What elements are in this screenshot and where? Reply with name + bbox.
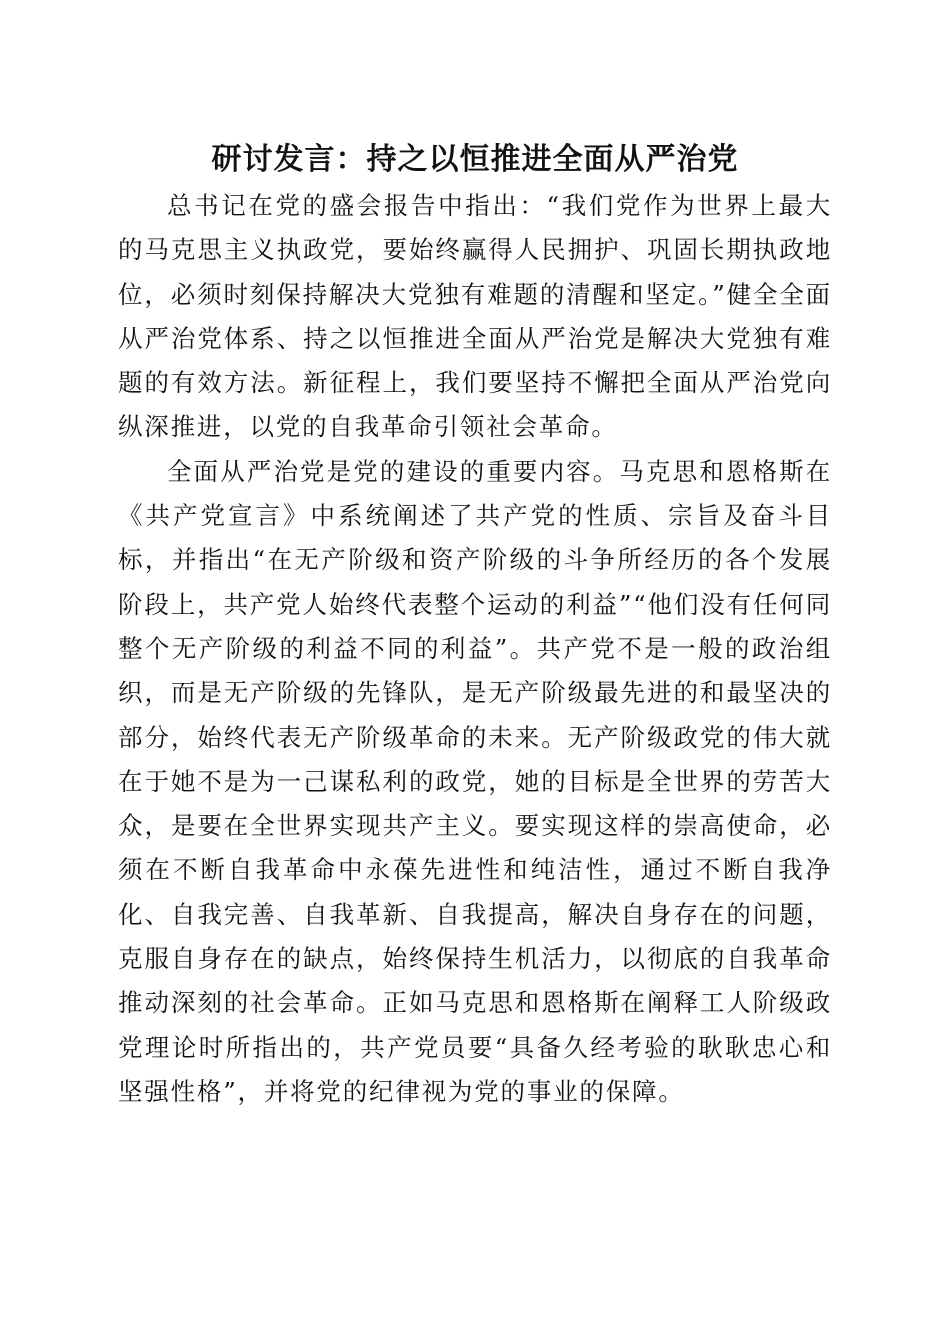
- document-page: [118, 138, 832, 1114]
- paragraph-2: 全面从严治党是党的建设的重要内容。马克思和恩格斯在《共产党宣言》中系统阐述了共产党的性质、宗旨及奋斗目标，并指出“在无产阶级和资产阶级的斗争所经历的各个发展阶段上，共产党人始终代表整个运动的利益”“他们没有任何同整个无产阶级的利益不同的利益”。共产党不是一般的政治组织，而是无产阶级的先锋队，是无产阶级最先进的和最坚决的部分，始终代表无产阶级革命的未来。无产阶级政党的伟大就在于她不是为一己谋私利的政党，她的目标是全世界的劳苦大众，是要在全世界实现共产主义。要实现这样的崇高使命，必须在不断自我革命中永葆先进性和纯洁性，通过不断自我净化、自我完善、自我革新、自我提高，解决自身存在的问题，克服自身存在的缺点，始终保持生机活力，以彻底的自我革命推动深刻的社会革命。正如马克思和恩格斯在阐释工人阶级政党理论时所指出的，共产党员要“具备久经考验的耿耿忠心和坚强性格”，并将党的纪律视为党的事业的保障。: [118, 456, 832, 1106]
- paragraph-1: 总书记在党的盛会报告中指出：“我们党作为世界上最大的马克思主义执政党，要始终赢得人民拥护、巩固长期执政地位，必须时刻保持解决大党独有难题的清醒和坚定。”健全全面从严治党体系、持之以恒推进全面从严治党是解决大党独有难题的有效方法。新征程上，我们要坚持不懈把全面从严治党向纵深推进，以党的自我革命引领社会革命。: [118, 191, 832, 442]
- document-title: 研讨发言：持之以恒推进全面从严治党: [211, 142, 739, 177]
